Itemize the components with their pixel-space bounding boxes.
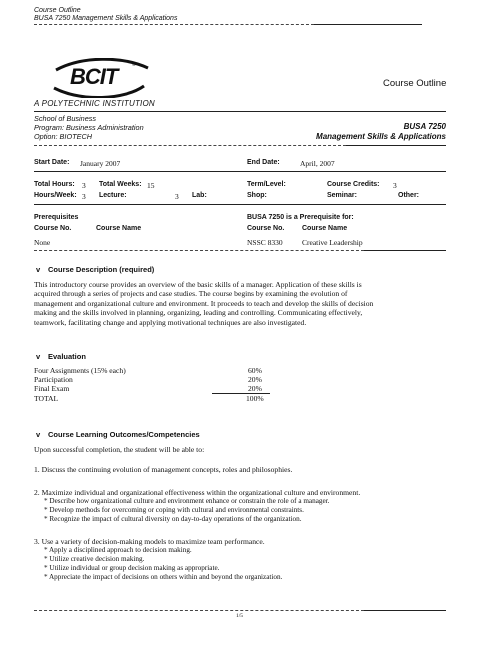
total-hours-value: 3 [82, 181, 86, 190]
description-line: teamwork, facilitating change and applying motivational techniques are also investigated. [34, 317, 307, 327]
total-weeks-value: 15 [147, 181, 155, 190]
page-number: 1/5 [236, 613, 244, 619]
logo-rule [34, 111, 446, 112]
outcomes-heading: Course Learning Outcomes/Competencies [48, 430, 200, 439]
school-rule-dashed [34, 145, 346, 146]
total-weeks-label: Total Weeks: [99, 181, 142, 188]
bcit-logo [52, 58, 152, 98]
course-title: Management Skills & Applications [316, 132, 446, 141]
eval-pct: 60% [248, 366, 262, 375]
hours-week-value: 3 [82, 192, 86, 201]
outcome-subitem: * Appreciate the impact of decisions on others within and beyond the organization. [44, 573, 283, 581]
institution-tagline: A POLYTECHNIC INSTITUTION [34, 99, 155, 108]
lecture-label: Lecture: [99, 192, 127, 199]
hours-week-label: Hours/Week: [34, 192, 77, 199]
prereq-col-course-no: Course No. [34, 225, 72, 232]
evaluation-heading: Evaluation [48, 352, 86, 361]
outcome-subitem: * Recognize the impact of cultural diversity on day-to-day operations of the organization. [44, 515, 302, 523]
outcome-item: 1. Discuss the continuing evolution of management concepts, roles and philosophies. [34, 465, 293, 474]
eval-pct: 20% [248, 384, 262, 393]
description-line: acquired through a series of projects and case studies. The course begins by examining the evolution of [34, 289, 348, 299]
course-credits-label: Course Credits: [327, 181, 380, 188]
outcome-item: 2. Maximize individual and organizational effectiveness within the organizational culture and environment. [34, 488, 361, 497]
other-label: Other: [398, 192, 419, 199]
description-line: making and the skills involved in planning, organizing, leading and controlling. Communicating effectively, [34, 308, 363, 318]
description-body [34, 280, 373, 327]
footer-rule-dashed [34, 610, 364, 611]
total-hours-label: Total Hours: [34, 181, 75, 188]
bcit-trademark: ® [132, 62, 136, 68]
description-line: management and organizational culture and environment. It proceeds to teach and develop the skills of decision [34, 298, 374, 308]
outcomes-intro: Upon successful completion, the student will be able to: [34, 445, 205, 454]
prerequisites-heading: Prerequisites [34, 214, 79, 221]
outcome-subitem: * Describe how organizational culture and environment enhance or constrain the role of a manager. [44, 497, 330, 505]
bcit-logo-text: BCIT [70, 64, 118, 89]
school-rule [346, 145, 446, 146]
prereq-value: None [34, 238, 51, 247]
eval-item: Four Assignments (15% each) [34, 366, 126, 375]
doc-type: Course Outline [383, 78, 447, 89]
prereq-for-course-name: Creative Leadership [302, 238, 363, 247]
program-name: Program: Business Administration [34, 123, 144, 132]
footer-rule [364, 610, 446, 611]
seminar-label: Seminar: [327, 192, 357, 199]
eval-total-value: 100% [246, 394, 264, 403]
course-credits-value: 3 [393, 181, 397, 190]
running-header-title: Course Outline [34, 7, 81, 14]
lecture-value: 3 [175, 192, 179, 201]
end-date-value: April, 2007 [300, 159, 335, 168]
outcome-subitem: * Utilize creative decision making. [44, 555, 145, 563]
dates-rule [34, 171, 446, 172]
start-date-value: January 2007 [80, 159, 121, 168]
end-date-label: End Date: [247, 159, 280, 166]
description-line: This introductory course provides an overview of the basic skills of a manager. Application of these skills is [34, 280, 362, 289]
start-date-label: Start Date: [34, 159, 70, 166]
outcomes-bullet: v [36, 430, 41, 439]
shop-label: Shop: [247, 192, 267, 199]
outcome-item: 3. Use a variety of decision-making models to maximize team performance. [34, 537, 265, 546]
outcome-subitem: * Utilize individual or group decision making as appropriate. [44, 564, 220, 572]
evaluation-bullet: v [36, 352, 41, 361]
prereq-rule [364, 250, 446, 251]
running-header-course: BUSA 7250 Management Skills & Applications [34, 15, 178, 22]
prereq-rule-dashed [34, 250, 364, 251]
prereq-for-col-course-name: Course Name [302, 225, 348, 232]
eval-pct: 20% [248, 375, 262, 384]
header-rule [314, 24, 422, 25]
term-level-label: Term/Level: [247, 181, 286, 188]
eval-item: Participation [34, 375, 73, 384]
outcome-subitem: * Apply a disciplined approach to decision making. [44, 546, 192, 554]
lab-label: Lab: [192, 192, 207, 199]
eval-total-label: TOTAL [34, 394, 59, 403]
eval-item: Final Exam [34, 384, 70, 393]
school-name: School of Business [34, 114, 97, 123]
hours-rule [34, 204, 446, 205]
course-code: BUSA 7250 [403, 122, 446, 131]
description-heading: Course Description (required) [48, 265, 155, 274]
prereq-for-course-no: NSSC 8330 [247, 238, 283, 247]
prereq-for-col-course-no: Course No. [247, 225, 285, 232]
option-name: Option: BIOTECH [34, 132, 92, 141]
description-bullet: v [36, 265, 41, 274]
outcome-subitem: * Develop methods for overcoming or coping with cultural and environmental constraints. [44, 506, 304, 514]
prereq-for-heading: BUSA 7250 is a Prerequisite for: [247, 214, 354, 221]
header-rule-dashed [34, 24, 314, 25]
prereq-col-course-name: Course Name [96, 225, 142, 232]
